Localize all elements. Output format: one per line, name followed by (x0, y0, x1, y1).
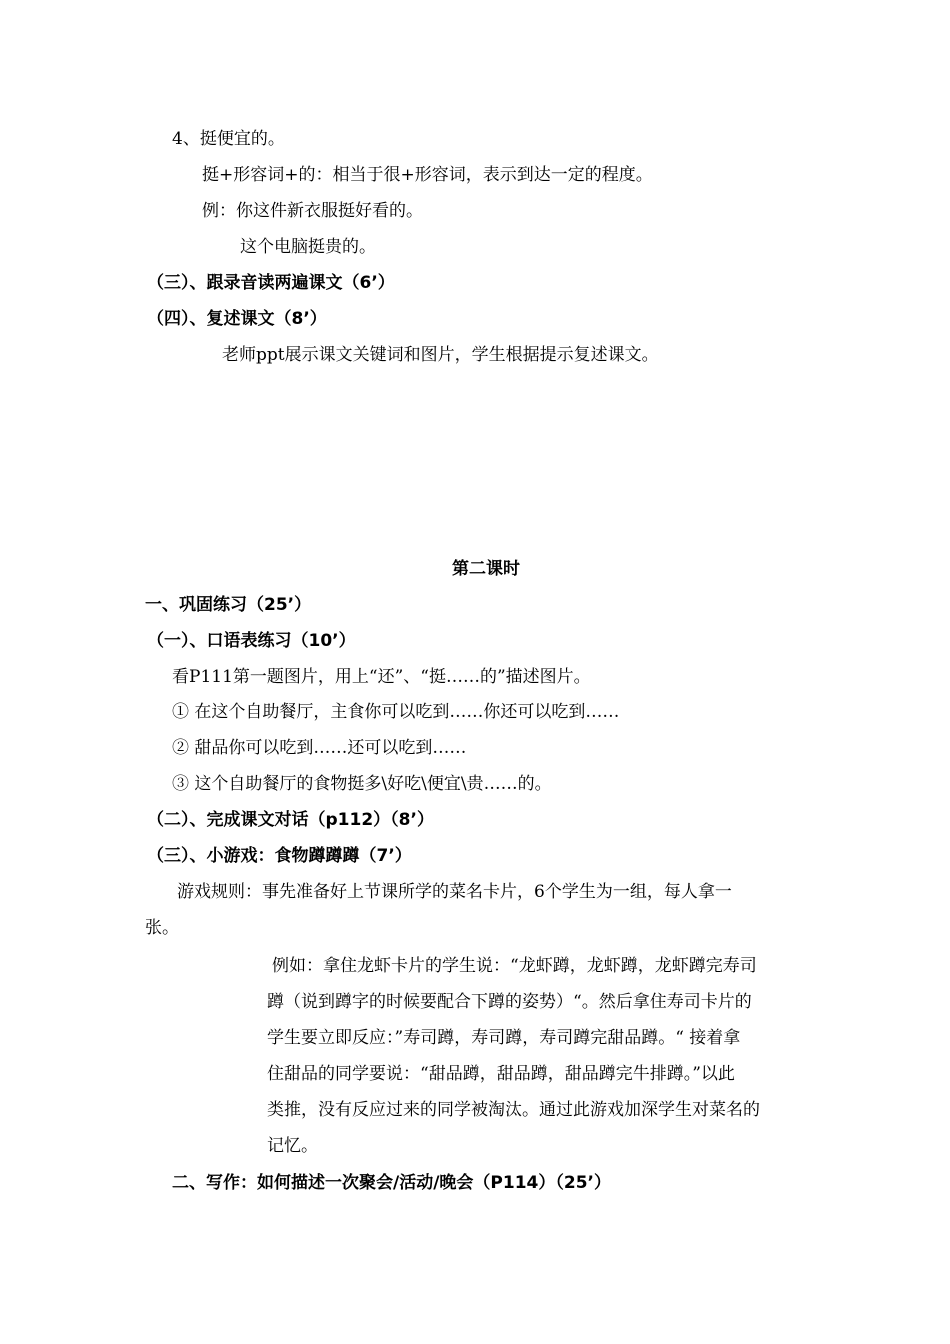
example-sentence: 例：你这件新衣服挺好看的。 (202, 201, 423, 221)
grammar-explanation: 挺+形容词+的：相当于很+形容词，表示到达一定的程度。 (202, 165, 653, 185)
example-sentence: 这个电脑挺贵的。 (240, 237, 376, 257)
example-paragraph-line: 蹲（说到蹲字的时候要配合下蹲的姿势）“。然后拿住寿司卡片的 (267, 992, 752, 1012)
example-paragraph-line: 类推，没有反应过来的同学被淘汰。通过此游戏加深学生对菜名的 (267, 1100, 760, 1120)
subsection-heading: （三）、小游戏：食物蹲蹲蹲（7’） (147, 846, 412, 866)
paragraph: 张。 (145, 918, 179, 938)
paragraph: 看P111第一题图片，用上“还”、“挺……的”描述图片。 (172, 667, 591, 687)
example-paragraph-line: 例如：拿住龙虾卡片的学生说：“龙虾蹲，龙虾蹲，龙虾蹲完寿司 (272, 956, 757, 976)
paragraph: 游戏规则：事先准备好上节课所学的菜名卡片，6个学生为一组，每人拿一 (177, 882, 732, 902)
list-item: ② 甜品你可以吃到……还可以吃到…… (172, 738, 467, 758)
paragraph: 老师ppt展示课文关键词和图片，学生根据提示复述课文。 (222, 345, 659, 365)
list-item-4: 4、挺便宜的。 (172, 129, 285, 149)
example-paragraph-line: 学生要立即反应：”寿司蹲，寿司蹲，寿司蹲完甜品蹲。“ 接着拿 (267, 1028, 741, 1048)
example-paragraph-line: 记忆。 (267, 1136, 318, 1156)
section-heading: （四）、复述课文（8’） (147, 309, 327, 329)
section-heading: （三）、跟录音读两遍课文（6’） (147, 273, 395, 293)
lesson-title: 第二课时 (452, 559, 520, 579)
list-item: ① 在这个自助餐厅，主食你可以吃到……你还可以吃到…… (172, 702, 620, 722)
section-heading: 一、巩固练习（25’） (145, 595, 312, 615)
subsection-heading: （一）、口语表练习（10’） (147, 631, 356, 651)
subsection-heading: （二）、完成课文对话（p112）（8’） (147, 810, 434, 830)
example-paragraph-line: 住甜品的同学要说：“甜品蹲，甜品蹲，甜品蹲完牛排蹲。”以此 (267, 1064, 735, 1084)
list-item: ③ 这个自助餐厅的食物挺多\好吃\便宜\贵……的。 (172, 774, 552, 794)
section-heading: 二、写作：如何描述一次聚会/活动/晚会（P114）（25’） (172, 1173, 611, 1193)
